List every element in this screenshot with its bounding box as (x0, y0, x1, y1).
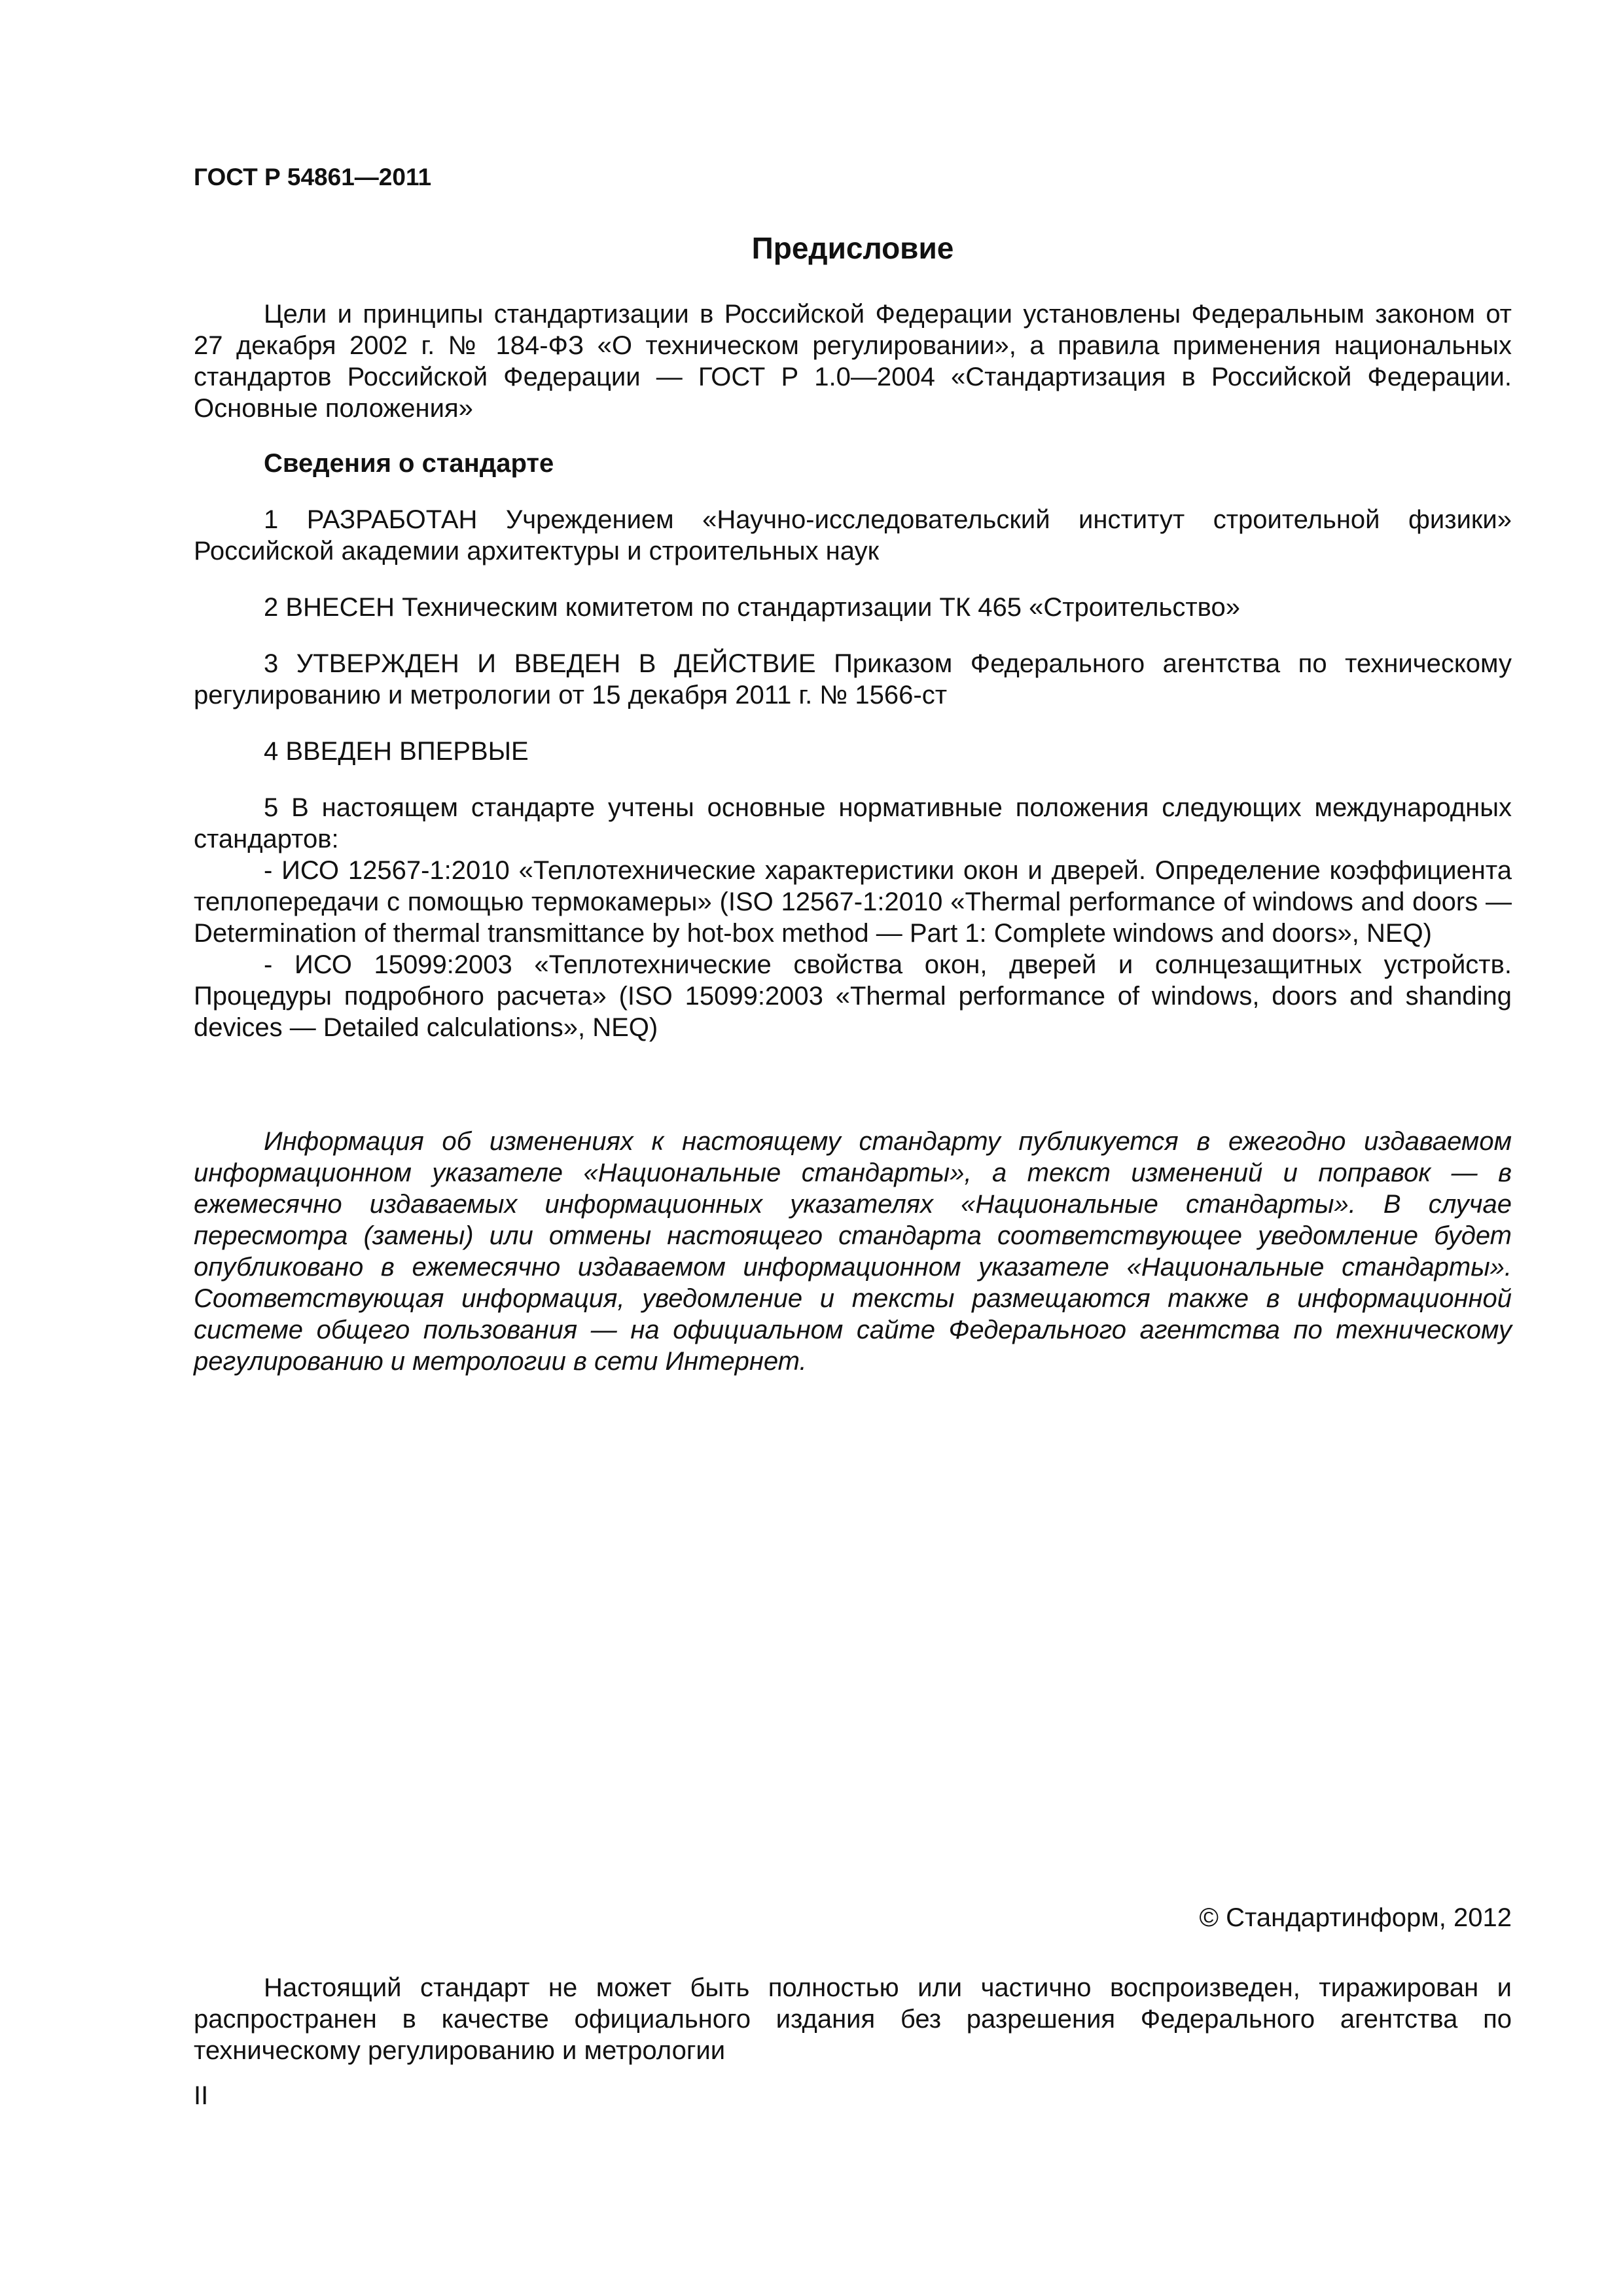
reproduction-restriction: Настоящий стандарт не может быть полностью или частично воспроизведен, тиражирован и распространен в качестве официального издания без разрешения Федерального агентства по техническому регулированию и метрологии (194, 1973, 1512, 2065)
page-number: II (194, 2081, 209, 2110)
standard-designation: ГОСТ Р 54861—2011 (194, 164, 432, 190)
reference-iso-15099: - ИСО 15099:2003 «Теплотехнические свойства окон, дверей и солнцезащитных устройств. Процедуры подробного расчета» (ISO 15099:2003 «Thermal performance of windows, doors and shanding devices — Detailed calculations», NEQ) (194, 950, 1512, 1042)
reference-iso-12567: - ИСО 12567-1:2010 «Теплотехнические характеристики окон и дверей. Определение коэффициента теплопередачи с помощью термокамеры» (ISO 12567-1:2010 «Thermal performance of windows and doors — Determination of thermal transmittance by hot-box method — Part 1: Complete windows and doors», NEQ) (194, 856, 1512, 948)
preface-intro: Цели и принципы стандартизации в Российской Федерации установлены Федеральным законом от 27 декабря 2002 г. № 184-ФЗ «О техническом регулировании», а правила применения национальных стандартов Российской Федерации — ГОСТ Р 1.0—2004 «Стандартизация в Российской Федерации. Основные положения» (194, 300, 1512, 423)
info-item-1: 1 РАЗРАБОТАН Учреждением «Научно-исследовательский институт строительной физики» Российской академии архитектуры и строительных наук (194, 505, 1512, 565)
copyright-line: © Стандартинформ, 2012 (1199, 1903, 1512, 1932)
info-item-4: 4 ВВЕДЕН ВПЕРВЫЕ (264, 737, 529, 766)
preface-title: Предисловие (751, 231, 954, 265)
preface-body (194, 298, 1512, 1377)
info-item-3: 3 УТВЕРЖДЕН И ВВЕДЕН В ДЕЙСТВИЕ Приказом Федерального агентства по техническому регулированию и метрологии от 15 декабря 2011 г. № 1566-ст (194, 649, 1512, 709)
info-item-5: 5 В настоящем стандарте учтены основные нормативные положения следующих международных стандартов: (194, 793, 1512, 853)
amendments-notice: Информация об изменениях к настоящему стандарту публикуется в ежегодно издаваемом информационном указателе «Национальные стандарты», а текст изменений и поправок — в ежемесячно издаваемых информационных указателях «Национальные стандарты». В случае пересмотра (замены) или отмены настоящего стандарта соответствующее уведомление будет опубликовано в ежемесячно издаваемом информационном указателе «Национальные стандарты». Соответствующая информация, уведомление и тексты размещаются также в информационной системе общего пользования — на официальном сайте Федерального агентства по техническому регулированию и метрологии в сети Интернет. (194, 1127, 1512, 1376)
standard-info-heading: Сведения о стандарте (264, 449, 554, 478)
info-item-2: 2 ВНЕСЕН Техническим комитетом по стандартизации ТК 465 «Строительство» (264, 593, 1240, 622)
document-page (194, 0, 1512, 2296)
